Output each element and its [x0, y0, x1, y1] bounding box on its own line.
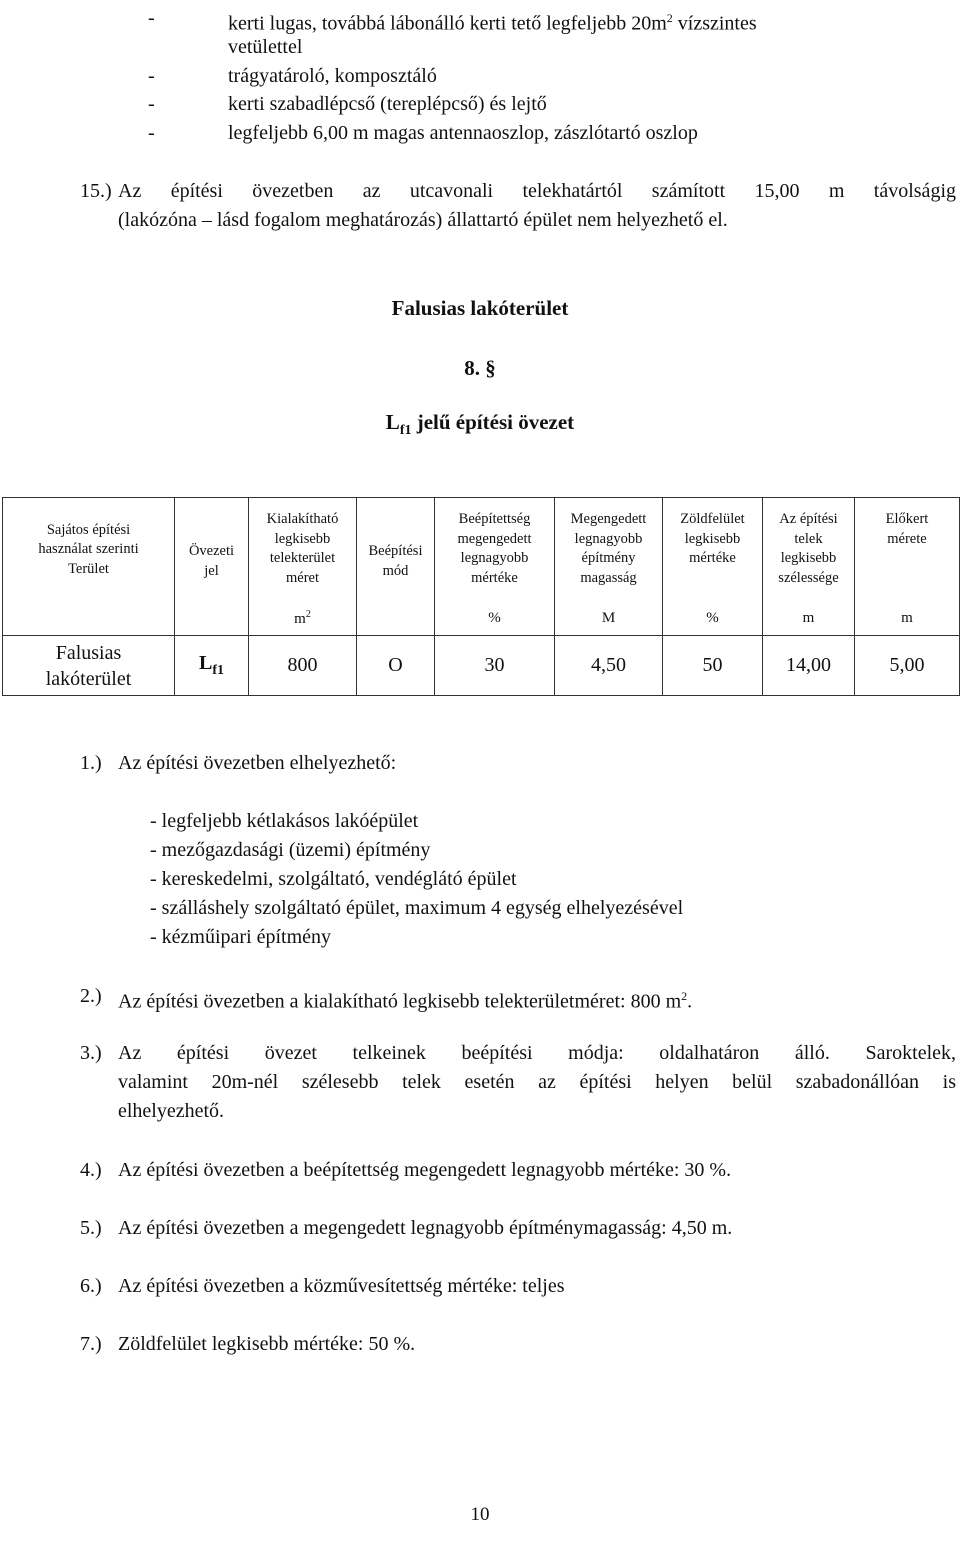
- paragraph-line: valamint 20m-nél szélesebb telek esetén az építési helyen belül szabadonállóan is: [118, 1071, 956, 1093]
- page-number: 10: [470, 1504, 490, 1525]
- cell-mode: O: [357, 636, 435, 696]
- unit-cell-front: m: [855, 602, 960, 636]
- header-cell-area: Kialakítható legkisebb telekterület méret: [249, 498, 357, 602]
- paragraph-1: [80, 749, 956, 778]
- list-item-text: legfeljebb 6,00 m magas antennaoszlop, zászlótartó oszlop: [228, 122, 698, 144]
- list-item-text: trágyatároló, komposztáló: [228, 65, 437, 87]
- paragraph-text: Az építési övezetben a beépítettség megengedett legnagyobb mértéke: 30 %.: [118, 1159, 732, 1181]
- paragraph-number: 5.): [80, 1217, 102, 1239]
- section-title: Falusias lakóterület: [391, 296, 569, 320]
- paragraph-text: Az építési övezetben elhelyezhető:: [118, 752, 397, 774]
- paragraph-6: [80, 1272, 956, 1301]
- allowed-list-item: - mezőgazdasági (üzemi) építmény: [150, 839, 431, 861]
- cell-green: 50: [663, 636, 763, 696]
- unit-cell-height: M: [555, 602, 663, 636]
- list-dash: -: [148, 93, 155, 115]
- cell-use: Falusias lakóterület: [3, 636, 175, 696]
- paragraph-text: Zöldfelület legkisebb mértéke: 50 %.: [118, 1333, 416, 1355]
- paragraph-text: Az építési övezetben a kialakítható legkisebb telekterületméret: 800 $m^2$.: [118, 989, 693, 1013]
- zone-parameters-table: [2, 497, 960, 696]
- unit-cell-coverage: %: [435, 602, 555, 636]
- paragraph-5: [80, 1214, 956, 1243]
- header-cell-front: Előkert mérete: [855, 498, 960, 602]
- unit-cell-area: $m^2$: [249, 602, 357, 636]
- header-cell-code: Övezeti jel: [175, 498, 249, 636]
- paragraph-line: Az építési övezet telkeinek beépítési módja: oldalhatáron álló. Saroktelek,: [118, 1042, 956, 1064]
- list-dash: -: [148, 7, 155, 29]
- paragraph-line: Az építési övezetben az utcavonali telekhatártól számított 15,00 m távolságig: [118, 180, 956, 202]
- header-cell-coverage: Beépítettség megengedett legnagyobb mértéke: [435, 498, 555, 602]
- paragraph-number: 4.): [80, 1159, 102, 1181]
- cell-code: $L_{f1}$: [175, 636, 249, 696]
- header-cell-green: Zöldfelület legkisebb mértéke: [663, 498, 763, 602]
- paragraph-2: [80, 982, 956, 1017]
- paragraph-line: elhelyezhető.: [118, 1100, 225, 1122]
- paragraph-number: 6.): [80, 1275, 102, 1297]
- paragraph-text: Az építési övezetben a megengedett legnagyobb építménymagasság: 4,50 m.: [118, 1217, 733, 1239]
- paragraph-number: 2.): [80, 985, 102, 1007]
- list-item-text: kerti lugas, továbbá lábonálló kerti tető legfeljebb $20m^2$ vízszintes: [228, 11, 757, 35]
- paragraph-7: [80, 1330, 956, 1359]
- table-row: [3, 636, 960, 696]
- paragraph-4: [80, 1156, 956, 1185]
- list-item-text: vetülettel: [228, 36, 303, 58]
- header-cell-height: Megengedett legnagyobb építmény magasság: [555, 498, 663, 602]
- allowed-list-item: - kézműipari építmény: [150, 926, 332, 948]
- paragraph-line: (lakózóna – lásd fogalom meghatározás) állattartó épület nem helyezhető el.: [118, 209, 728, 231]
- cell-front: 5,00: [855, 636, 960, 696]
- allowed-list-item: - legfeljebb kétlakásos lakóépület: [150, 810, 419, 832]
- paragraph-number: 15.): [80, 180, 112, 202]
- unit-cell-use: [3, 602, 175, 636]
- cell-coverage: 30: [435, 636, 555, 696]
- unit-cell-green: %: [663, 602, 763, 636]
- list-dash: -: [148, 122, 155, 144]
- table-unit-row: [3, 602, 960, 636]
- header-cell-use: Sajátos építési használat szerinti Terület: [3, 498, 175, 602]
- list-item-text: kerti szabadlépcső (tereplépcső) és lejtő: [228, 93, 547, 115]
- paragraph-3: [80, 1039, 956, 1126]
- paragraph-number: 1.): [80, 752, 102, 774]
- allowed-list-item: - szálláshely szolgáltató épület, maximum 4 egység elhelyezésével: [150, 897, 684, 919]
- paragraph-number: 7.): [80, 1333, 102, 1355]
- list-dash: -: [148, 65, 155, 87]
- paragraph-number: 3.): [80, 1042, 102, 1064]
- paragraph-text: Az építési övezetben a közművesítettség mértéke: teljes: [118, 1275, 565, 1297]
- unit-cell-width: m: [763, 602, 855, 636]
- zone-heading: $L_{f1}$ jelű építési övezet: [385, 410, 575, 439]
- cell-area: 800: [249, 636, 357, 696]
- table-header-row: [3, 498, 960, 602]
- paragraph-15: [80, 177, 956, 235]
- header-cell-mode: Beépítési mód: [357, 498, 435, 636]
- cell-width: 14,00: [763, 636, 855, 696]
- section-number: 8. §: [464, 356, 496, 380]
- header-cell-width: Az építési telek legkisebb szélessége: [763, 498, 855, 602]
- allowed-list-item: - kereskedelmi, szolgáltató, vendéglátó épület: [150, 868, 517, 890]
- cell-height: 4,50: [555, 636, 663, 696]
